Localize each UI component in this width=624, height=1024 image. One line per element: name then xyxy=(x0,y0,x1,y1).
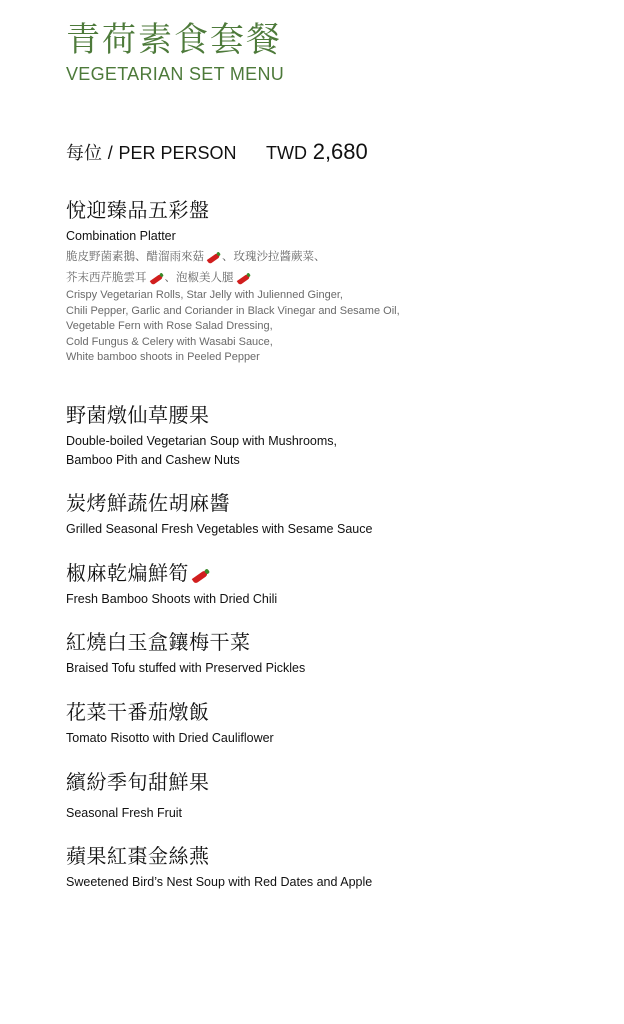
course-name-english: Fresh Bamboo Shoots with Dried Chili xyxy=(66,592,278,606)
course-name-chinese: 花菜干番茄燉飯 xyxy=(66,700,210,724)
course-name-english: Double-boiled Vegetarian Soup with Mushrooms, xyxy=(66,434,337,448)
course-bamboo-shoots xyxy=(66,559,586,609)
course-seasonal-fruit xyxy=(66,768,586,823)
course-name-chinese: 蘋果紅棗金絲燕 xyxy=(66,844,210,868)
menu-title-english: VEGETARIAN SET MENU xyxy=(66,64,285,84)
course-name-english: Grilled Seasonal Fresh Vegetables with Sesame Sauce xyxy=(66,522,373,536)
chili-pepper-icon xyxy=(149,272,165,284)
course-name-english: Sweetened Bird’s Nest Soup with Red Dates and Apple xyxy=(66,875,373,889)
price-line xyxy=(66,136,368,170)
course-name-chinese: 悅迎臻品五彩盤 xyxy=(66,198,210,222)
price-label-chinese: 每位 xyxy=(66,143,102,164)
course-name-english: Braised Tofu stuffed with Preserved Pickles xyxy=(66,661,306,675)
price-currency: TWD xyxy=(265,143,307,163)
course-vegetarian-soup xyxy=(66,401,586,470)
course-braised-tofu xyxy=(66,628,586,678)
course-name-chinese: 紅燒白玉盒鑲梅干菜 xyxy=(66,630,251,654)
course-name-chinese: 炭烤鮮蔬佐胡麻醬 xyxy=(66,491,230,515)
course-description-chinese: 脆皮野菌素鵝、醋溜雨來菇 、玫瑰沙拉醬蕨菜、 芥末西芹脆雲耳 、泡椒美人腿 xyxy=(66,249,326,284)
course-birds-nest-soup xyxy=(66,842,586,892)
course-description-english: Crispy Vegetarian Rolls, Star Jelly with Julienned Ginger, Chili Pepper, Garlic and Coriander in Black Vinegar and Sesame Oil, Vegetable Fern with Rose Salad Dressing, Cold Fungus & Celery with Wasabi Sauce, White bamboo shoots in Peeled Pepper xyxy=(66,289,400,363)
price-amount: 2,680 xyxy=(312,139,368,164)
course-combination-platter xyxy=(66,196,586,366)
chili-pepper-icon xyxy=(191,567,211,583)
course-name-english-line2: Bamboo Pith and Cashew Nuts xyxy=(66,453,240,467)
menu-title-chinese: 青荷素食套餐 xyxy=(66,20,282,60)
course-name-english: Tomato Risotto with Dried Cauliflower xyxy=(66,731,274,745)
chili-pepper-icon xyxy=(206,251,222,263)
price-separator: / xyxy=(107,143,113,163)
course-name-chinese: 椒麻乾煸鮮筍 xyxy=(66,559,586,587)
price-label-english: PER PERSON xyxy=(118,143,237,163)
course-name-chinese: 繽紛季旬甜鮮果 xyxy=(66,770,210,794)
course-grilled-vegetables xyxy=(66,489,586,539)
chili-pepper-icon xyxy=(236,272,252,284)
course-name-english: Combination Platter xyxy=(66,229,176,243)
course-tomato-risotto xyxy=(66,698,586,748)
course-name-chinese: 野菌燉仙草腰果 xyxy=(66,403,210,427)
course-name-english: Seasonal Fresh Fruit xyxy=(66,806,183,820)
